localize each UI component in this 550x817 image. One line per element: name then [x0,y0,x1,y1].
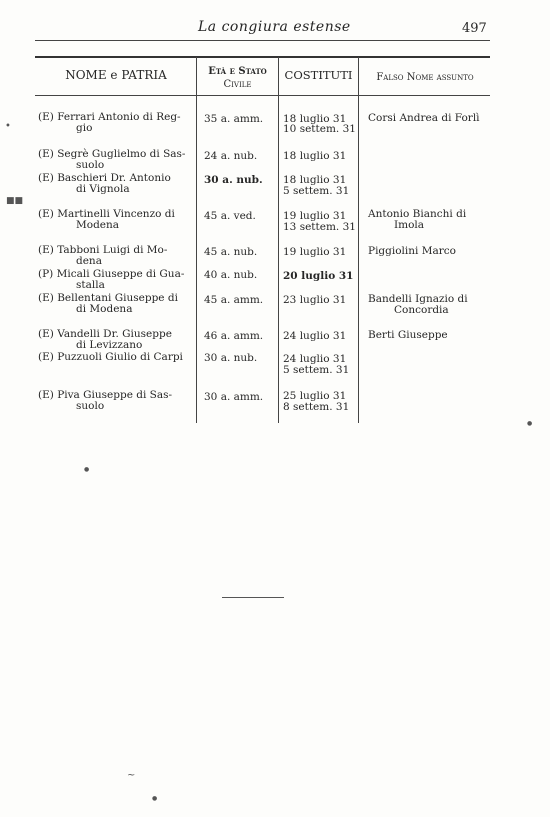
row-costituti-1: 25 luglio 31 [283,390,347,402]
row-name-line2: dena [76,255,102,267]
row-name-line1: (P) Micali Giuseppe di Gua- [38,268,185,280]
row-name-line2: di Vignola [76,183,130,195]
header-eta-stato [197,65,278,91]
row-name-line2: stalla [76,279,105,291]
row-name-line2: suolo [76,400,105,412]
column-divider-3 [358,57,359,423]
table-top-rule [35,56,490,58]
row-age: 46 a. amm. [204,330,264,342]
row-name-line1: (E) Martinelli Vincenzo di [38,208,175,220]
row-costituti-2: 10 settem. 31 [283,123,356,135]
row-costituti-1: 24 luglio 31 [283,330,347,342]
row-alias-1: Corsi Andrea di Forlì [368,112,480,124]
row-alias-1: Antonio Bianchi di [368,208,467,220]
row-costituti-1: 23 luglio 31 [283,294,347,306]
row-age: 45 a. ved. [204,210,256,222]
row-name-line1: (E) Segrè Guglielmo di Sas- [38,148,186,160]
header-costituti: COSTITUTI [284,68,353,82]
scan-speck: ● [527,420,533,427]
page-number: 497 [462,21,487,36]
row-name-line1: (E) Puzzuoli Giulio di Carpi [38,351,183,363]
column-divider-2 [278,57,279,423]
row-costituti-1: 24 luglio 31 [283,353,347,365]
row-name-line2: Modena [76,219,120,231]
row-name-line1: (E) Piva Giuseppe di Sas- [38,389,173,401]
row-costituti-1: 18 luglio 31 [283,150,347,162]
scan-speck: • [5,121,11,132]
row-name-line1: (E) Baschieri Dr. Antonio [38,172,171,184]
scan-speck: ● [84,466,90,473]
row-costituti-1: 19 luglio 31 [283,210,347,222]
scan-speck: ■■ [6,196,24,206]
row-name-line2: suolo [76,159,105,171]
table-header-rule [35,95,490,96]
header-name-patria: NOME e PATRIA [65,68,167,82]
row-age: 30 a. amm. [204,391,264,403]
row-costituti-1: 19 luglio 31 [283,246,347,258]
row-costituti-1: 18 luglio 31 [283,174,347,186]
end-rule [222,597,284,598]
header-falso-nome-text: Falso Nome assunto [376,72,474,83]
row-name-line1: (E) Tabboni Luigi di Mo- [38,244,168,256]
row-age: 45 a. nub. [204,246,258,258]
row-age: 40 a. nub. [204,269,258,281]
row-alias-1: Piggiolini Marco [368,245,456,257]
row-costituti-1: 20 luglio 31 [283,270,354,282]
row-costituti-2: 5 settem. 31 [283,185,350,197]
row-name-line1: (E) Vandelli Dr. Giuseppe [38,328,172,340]
row-costituti-2: 8 settem. 31 [283,401,350,413]
row-alias-2: Concordia [394,304,449,316]
head-rule [35,40,490,41]
running-title: La congiura estense [198,19,351,35]
row-name-line2: gio [76,122,93,134]
running-head [0,17,550,41]
row-age: 45 a. amm. [204,294,264,306]
header-eta-stato-line1: Età e Stato [208,66,267,77]
row-costituti-2: 5 settem. 31 [283,364,350,376]
header-falso-nome [359,70,491,84]
row-name-line2: di Modena [76,303,133,315]
row-age: 30 a. nub. [204,174,263,186]
row-name-line1: (E) Ferrari Antonio di Reg- [38,111,181,123]
row-alias-2: Imola [394,219,425,231]
row-name-line1: (E) Bellentani Giuseppe di [38,292,178,304]
row-costituti-2: 13 settem. 31 [283,221,356,233]
row-age: 35 a. amm. [204,113,264,125]
row-alias-1: Bandelli Ignazio di [368,293,468,305]
row-name-line2: di Levizzano [76,339,143,351]
header-eta-stato-line2: Civile [223,79,252,90]
scan-speck: ● [152,795,158,802]
row-age: 30 a. nub. [204,352,258,364]
row-age: 24 a. nub. [204,150,258,162]
scan-speck: ~ [127,770,136,781]
column-divider-1 [196,57,197,423]
row-alias-1: Berti Giuseppe [368,329,448,341]
row-costituti-1: 18 luglio 31 [283,113,347,125]
